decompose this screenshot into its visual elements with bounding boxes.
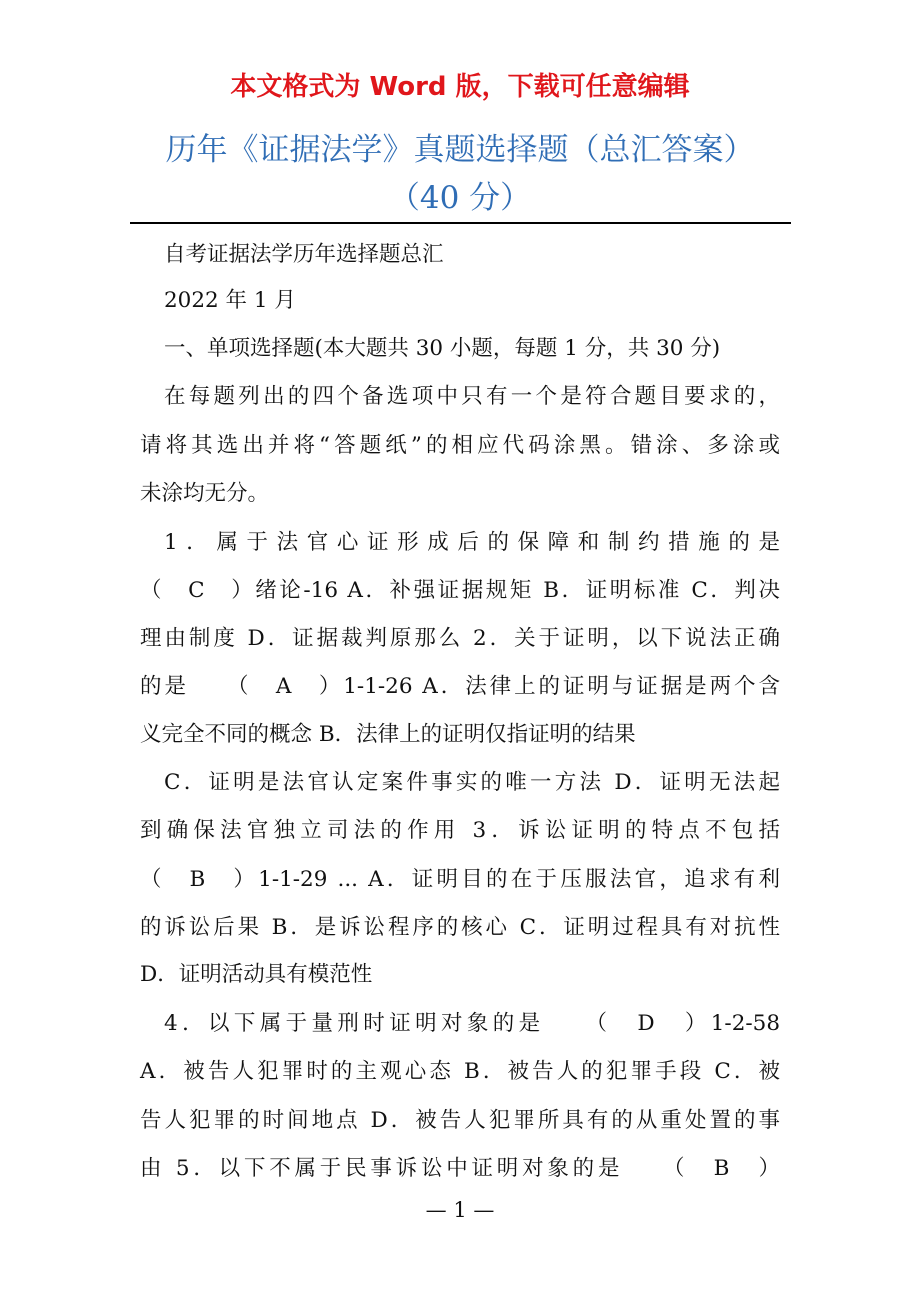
body-line: 4．以下属于量刑时证明对象的是 （ D ）1-2-58 [164, 1011, 780, 1036]
document-title-score: （40 分） [388, 180, 532, 216]
body-line: 未涂均无分。 [140, 481, 270, 506]
body-line: 的是 （ A ）1-1-26 A．法律上的证明与证据是两个含 [140, 674, 780, 699]
page-number: — 1 — [425, 1198, 495, 1222]
body-line: 请将其选出并将“答题纸”的相应代码涂黑。错涂、多涂或 [140, 433, 780, 458]
body-line: 一、单项选择题(本大题共 30 小题，每题 1 分，共 30 分) [164, 336, 721, 361]
body-line: 理由制度 D．证据裁判原那么 2．关于证明，以下说法正确 [140, 626, 780, 651]
body-line: C．证明是法官认定案件事实的唯一方法 D．证明无法起 [164, 770, 780, 795]
body-line: D．证明活动具有模范性 [140, 962, 373, 987]
document-title: 历年《证据法学》真题选择题（总汇答案） [165, 132, 755, 168]
body-line: 义完全不同的概念 B．法律上的证明仅指证明的结果 [140, 722, 636, 747]
title-divider [130, 222, 791, 224]
body-line: （ C ）绪论-16 A．补强证据规矩 B．证明标准 C．判决 [140, 578, 780, 603]
body-line: 的诉讼后果 B．是诉讼程序的核心 C．证明过程具有对抗性 [140, 915, 780, 940]
body-line: A．被告人犯罪时的主观心态 B．被告人的犯罪手段 C．被 [140, 1059, 780, 1084]
body-line: 到确保法官独立司法的作用 3．诉讼证明的特点不包括 [140, 818, 780, 843]
body-line: （ B ）1-1-29 ... A．证明目的在于压服法官，追求有利 [140, 867, 780, 892]
body-line: 告人犯罪的时间地点 D．被告人犯罪所具有的从重处置的事 [140, 1108, 780, 1133]
body-line: 由 5．以下不属于民事诉讼中证明对象的是 （ B ） [140, 1156, 780, 1181]
body-line: 自考证据法学历年选择题总汇 [164, 242, 444, 267]
body-line: 在每题列出的四个备选项中只有一个是符合题目要求的， [164, 384, 780, 409]
body-line: 2022 年 1 月 [164, 288, 296, 313]
body-line: 1．属于法官心证形成后的保障和制约措施的是 [164, 530, 780, 555]
download-banner: 本文格式为 Word 版，下载可任意编辑 [230, 72, 690, 102]
